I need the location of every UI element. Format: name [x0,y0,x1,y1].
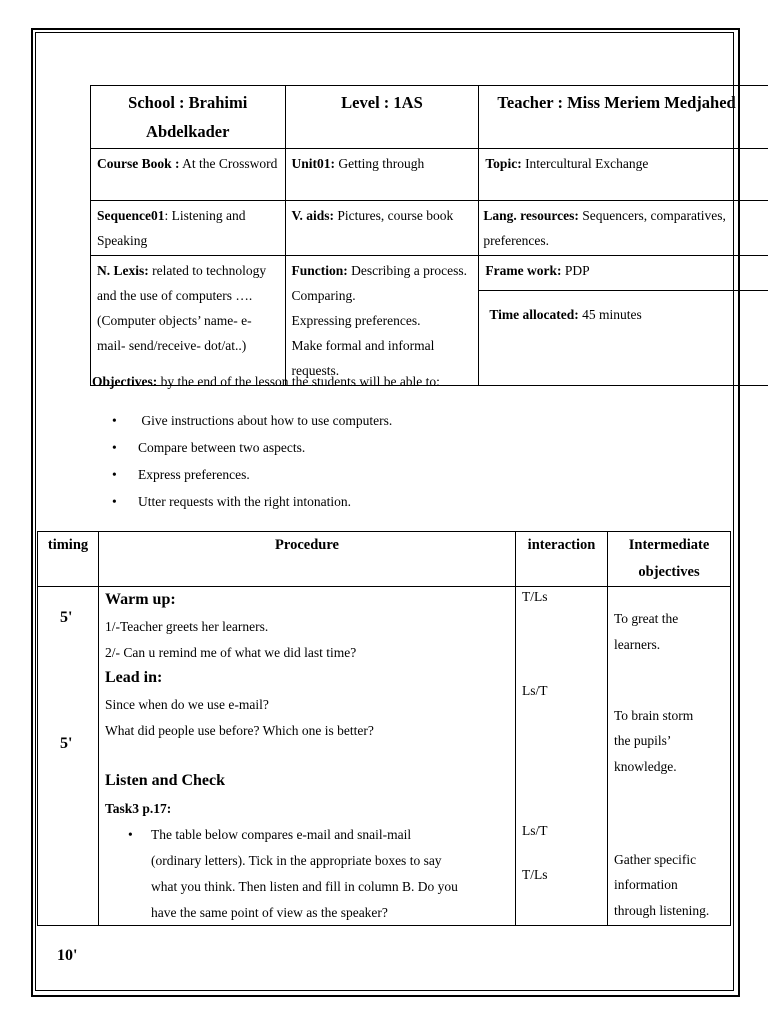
topic-label: Topic: [485,156,522,171]
leadin-line-2: What did people use before? Which one is better? [105,723,374,738]
function-value: Describing a process. Comparing. [291,263,467,303]
function-label: Function: [291,263,348,278]
objective-listen-line-1: Gather specific [614,852,697,867]
function-line-2: Expressing preferences. [291,313,421,328]
objectives-intro-text: by the end of the lesson the students will be able to: [157,374,440,389]
bullet-icon: • [112,494,117,509]
procedure-header-row [38,532,731,587]
unit-label: Unit01: [291,156,336,171]
objective-item [112,488,392,515]
objective-text: Express preferences. [138,467,250,482]
intermediate-objectives-cell [608,587,731,926]
interaction-cell [516,587,608,926]
level-cell [285,86,479,149]
objective-text: Utter requests with the right intonation. [138,494,351,509]
framework-label: Frame work: [485,263,562,278]
objective-item [112,434,392,461]
leadin-line-1: Since when do we use e-mail? [105,697,269,712]
teacher-name: Teacher : Miss Meriem Medjahed [497,93,736,112]
warmup-line-1: 1/-Teacher greets her learners. [105,619,269,634]
task-title: Task3 p.17: [105,801,172,816]
function-line-3: Make formal and informal requests. [291,338,435,378]
school-name: School : Brahimi Abdelkader [128,93,248,141]
timing-cell [38,587,99,964]
course-book-label: Course Book : [97,156,180,171]
col-header-interaction: interaction [516,532,608,587]
timing-listen: 10' [57,947,78,964]
interaction-listen-2: T/Ls [522,867,548,882]
task-line-1: The table below compares e-mail and snail-mail [151,827,412,842]
lang-resources-cell [479,201,768,256]
new-lexis-label: N. Lexis: [97,263,149,278]
function-cell [285,256,479,386]
objective-listen-line-3: through listening. [614,903,710,918]
objective-item [112,461,392,488]
timing-warmup: 5' [60,609,73,626]
topic-value: Intercultural Exchange [521,156,649,171]
interaction-listen-1: Ls/T [522,823,548,838]
bullet-icon: • [112,467,117,482]
col-header-procedure: Procedure [99,532,516,587]
col-header-intermediate-objectives [608,532,731,587]
unit-value: Getting through [335,156,425,171]
lang-resources-label: Lang. resources: [483,208,579,223]
sequence-value: : Listening and Speaking [97,208,246,248]
new-lexis-extra: (Computer objects’ name- e-mail- send/receive- dot/at..) [97,313,252,353]
bullet-icon: • [112,440,117,455]
task-line-4: have the same point of view as the speaker? [151,905,388,920]
level: Level : 1AS [341,93,423,112]
vaids-cell [285,201,479,256]
teacher-cell [479,86,768,149]
framework-row [479,256,768,291]
sequence-label: Sequence01 [97,208,165,223]
objective-leadin-line-3: knowledge. [614,759,677,774]
vaids-label: V. aids: [291,208,335,223]
lesson-header-table [90,85,768,386]
time-allocated-label: Time allocated: [489,307,579,322]
bullet-icon: • [112,413,117,428]
warmup-line-2: 2/- Can u remind me of what we did last time? [105,645,357,660]
objective-text: Compare between two aspects. [138,440,306,455]
bullet-icon: • [128,827,133,842]
warmup-title: Warm up: [105,591,176,608]
interaction-leadin: Ls/T [522,683,548,698]
objectives-list [112,407,392,515]
procedure-table [37,531,731,964]
objective-warmup-line-1: To great the [614,611,679,626]
new-lexis-value: related to technology and the use of computers …. [97,263,267,303]
objective-item [112,407,392,434]
procedure-cell [99,587,516,926]
topic-cell [479,149,768,201]
objectives-label: Objectives: [92,374,158,389]
listen-check-title: Listen and Check [105,772,226,789]
objectives-intro [92,372,440,392]
school-cell [91,86,286,149]
leadin-title: Lead in: [105,669,163,686]
col-header-objectives-line-2: objectives [638,564,700,580]
framework-value: PDP [561,263,590,278]
unit-cell [285,149,479,201]
col-header-timing: timing [38,532,99,587]
interaction-warmup: T/Ls [522,589,548,604]
objective-warmup-line-2: learners. [614,637,661,652]
sequence-cell [91,201,286,256]
new-lexis-cell [91,256,286,386]
objective-text: Give instructions about how to use computers. [138,413,393,428]
objective-leadin-line-2: the pupils’ [614,733,672,748]
task-line-3: what you think. Then listen and fill in column B. Do you [151,879,458,894]
vaids-value: Pictures, course book [334,208,454,223]
objective-leadin-line-1: To brain storm [614,708,694,723]
time-allocated-value: 45 minutes [578,307,642,322]
framework-time-cell [479,256,768,386]
time-allocated-row [479,291,768,327]
lang-resources-value: Sequencers, comparatives, preferences. [483,208,726,248]
timing-leadin: 5' [60,735,73,752]
course-book-value: At the Crossword [179,156,278,171]
col-header-objectives-line-1: Intermediate [628,537,710,553]
task-line-2: (ordinary letters). Tick in the appropriate boxes to say [151,853,442,868]
procedure-body-row [38,587,731,926]
course-book-cell [91,149,286,201]
objective-listen-line-2: information [614,877,678,892]
